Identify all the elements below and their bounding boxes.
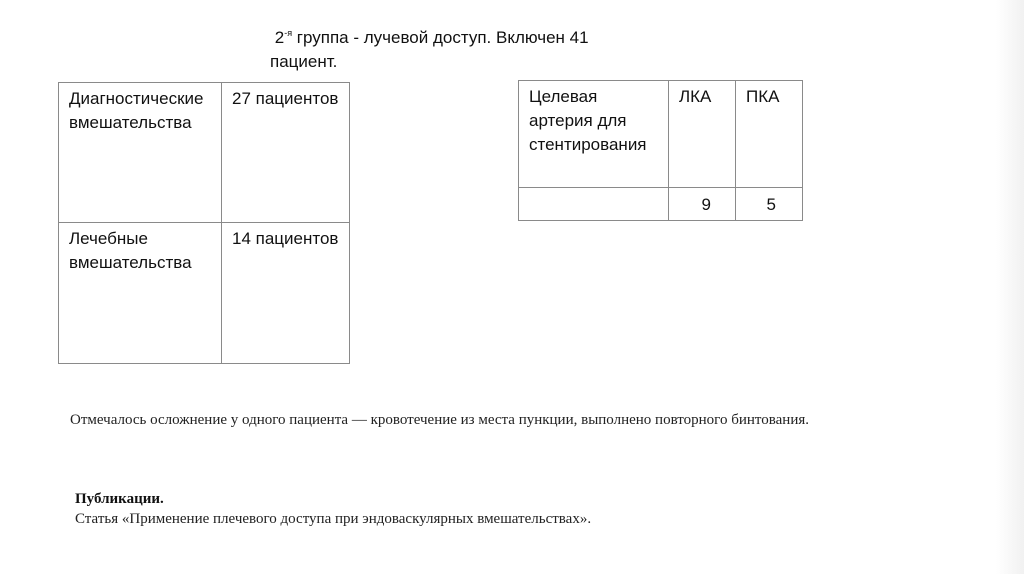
table-row (59, 223, 350, 364)
target-artery-header: Целевая артерия для стентирования (519, 81, 669, 188)
heading-line-1 (270, 26, 690, 50)
empty-cell (519, 188, 669, 221)
heading-superscript: -я (284, 28, 293, 38)
heading-line-2: пациент. (270, 52, 338, 71)
interventions-table (58, 82, 350, 364)
lka-value-cell: 9 (669, 188, 736, 221)
publications-text: Статья «Применение плечевого доступа при эндоваскулярных вмешательствах». (75, 511, 592, 527)
lka-header: ЛКА (669, 81, 736, 188)
complication-note: Отмечалось осложнение у одного пациента — кровотечение из места пункции, выполнено повторного бинтования. (70, 412, 809, 428)
pka-value-cell: 5 (736, 188, 803, 221)
patient-count-cell: 14 пациентов (222, 223, 350, 364)
pka-header: ПКА (736, 81, 803, 188)
slide-heading (270, 26, 690, 74)
heading-line1-text: группа - лучевой доступ. Включен 41 (292, 28, 589, 47)
patient-count-cell: 27 пациентов (222, 83, 350, 223)
table-header-row (519, 81, 803, 188)
target-artery-table (518, 80, 803, 221)
publications-title: Публикации. (75, 491, 164, 507)
heading-prefix: 2 (274, 28, 285, 47)
table-row (519, 188, 803, 221)
table-row (59, 83, 350, 223)
slide-edge-shadow (996, 0, 1024, 574)
intervention-type-cell: Диагностические вмешательства (59, 83, 222, 223)
intervention-type-cell: Лечебные вмешательства (59, 223, 222, 364)
